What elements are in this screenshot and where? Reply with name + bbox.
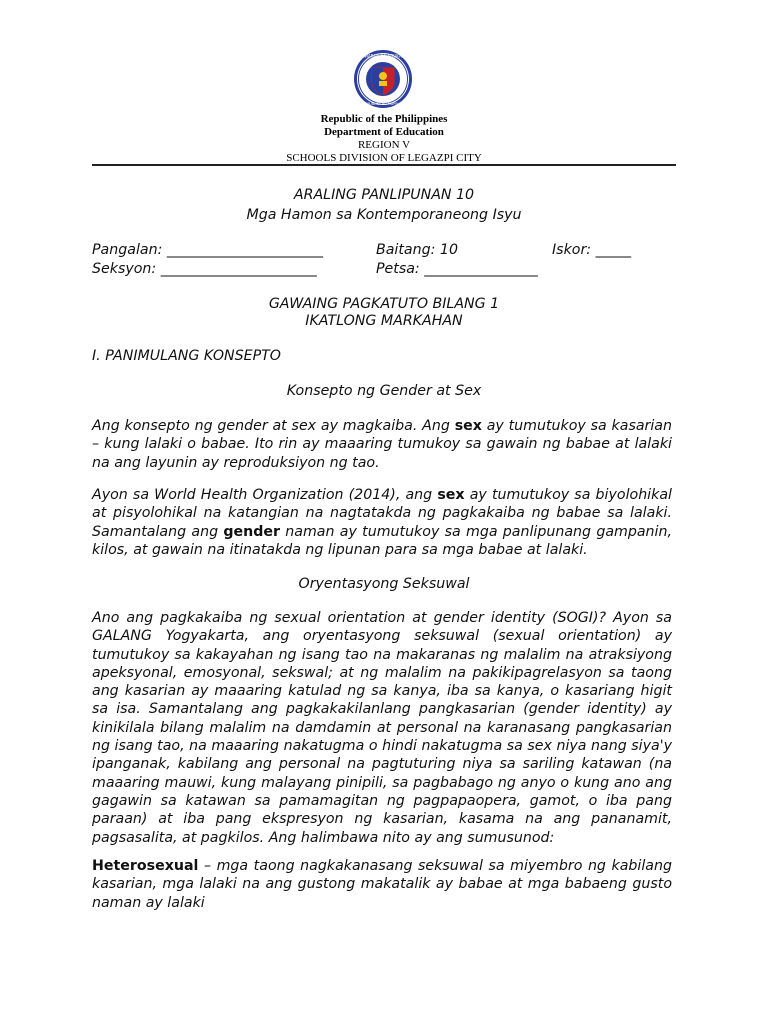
grade-field: Baitang: 10 <box>376 242 458 258</box>
term-sex: sex <box>437 487 465 503</box>
header-region: REGION V <box>357 139 411 151</box>
activity-quarter: IKATLONG MARKAHAN <box>305 313 463 329</box>
score-field: Iskor: _____ <box>552 242 632 258</box>
text-span: Ayon sa World Health Organization (2014), ang <box>92 487 438 503</box>
activity-title: GAWAING PAGKATUTO BILANG 1 <box>268 296 500 312</box>
term-gender: gender <box>223 523 281 540</box>
text-span: naman ay tumutukoy sa mga panlipunang gampanin, kilos, at gawain na itinatakda ng lipunan para sa mga babae at lalaki. <box>92 523 672 558</box>
seal-top-text: KAGAWARAN NG EDUKASYON <box>353 53 413 59</box>
paragraph-sex-concept <box>92 417 672 472</box>
text-span: ay tumutukoy sa kasarian – kung lalaki o babae. Ito rin ay maaaring tumukoy sa gawain ng babae at lalaki na ang layunin ay reproduksiyon ng tao. <box>92 418 672 471</box>
header-department: Department of Education <box>324 126 444 138</box>
header-division: SCHOOLS DIVISION OF LEGAZPI CITY <box>286 152 482 164</box>
header-republic: Republic of the Philippines <box>320 113 448 125</box>
subheading-sexual-orientation: Oryentasyong Seksuwal <box>298 576 470 592</box>
subject-subtitle: Mga Hamon sa Kontemporaneong Isyu <box>246 207 522 223</box>
date-field: Petsa: ________________ <box>376 261 538 277</box>
text-span: Ang konsepto ng gender at sex ay magkaiba. Ang <box>92 418 455 434</box>
deped-seal-logo <box>345 48 421 110</box>
subject-title: ARALING PANLIPUNAN 10 <box>293 187 475 203</box>
term-sex: sex <box>454 418 482 434</box>
subheading-gender-sex: Konsepto ng Gender at Sex <box>286 383 482 399</box>
header-divider <box>92 164 676 166</box>
section-field: Seksyon: ______________________ <box>92 261 317 277</box>
text-span: ay tumutukoy sa biyolohikal at pisyolohikal na katangian na nagtatakda ng pagkakaiba ng babae sa lalaki. Samantalang ang <box>92 487 672 540</box>
paragraph-who-definition <box>92 486 672 559</box>
name-field: Pangalan: ______________________ <box>92 242 323 258</box>
term-heterosexual: Heterosexual <box>92 858 199 874</box>
paragraph-sogi: Ano ang pagkakaiba ng sexual orientation at gender identity (SOGI)? Ayon sa GALANG Yogyakarta, ang oryentasyong seksuwal (sexual orientation) ay tumutukoy sa kakayahan ng isang tao na makaranas ng malalim na atraksiyong apeksyonal, emosyonal, sekswal; at ng malalim na pakikipagrelasyon sa taong ang kasarian ay maaaring katulad ng sa kanya, iba sa kanya, o kasariang higit sa isa. Samantalang ang pagkakakilanlang pangkasarian (gender identity) ay kinikilala bilang malalim na damdamin at personal na karanasang pangkasarian ng isang tao, na maaaring nakatugma o hindi nakatugma sa sex niya nang siya'y ipanganak, kabilang ang personal na pagtuturing niya sa sariling katawan (na maaaring mauwi, kung malayang pinipili, sa pagbabago ng anyo o kung ano ang gagawin sa katawan sa pamamagitan ng pagpapaopera, gamot, o iba pang paraan) at iba pang ekspresyon ng kasarian, kasama na ang pananamit, pagsasalita, at pagkilos. Ang halimbawa nito ay ang sumusunod: <box>92 610 672 846</box>
text-span: – mga taong nagkakanasang seksuwal sa miyembro ng kabilang kasarian, mga lalaki na ang gustong makatalik ay babae at mga babaeng gusto naman ay lalaki <box>92 858 672 911</box>
section-heading: I. PANIMULANG KONSEPTO <box>92 348 281 364</box>
seal-bottom-text: REPUBLIKA NG PILIPINAS <box>363 102 403 106</box>
paragraph-heterosexual <box>92 857 672 912</box>
